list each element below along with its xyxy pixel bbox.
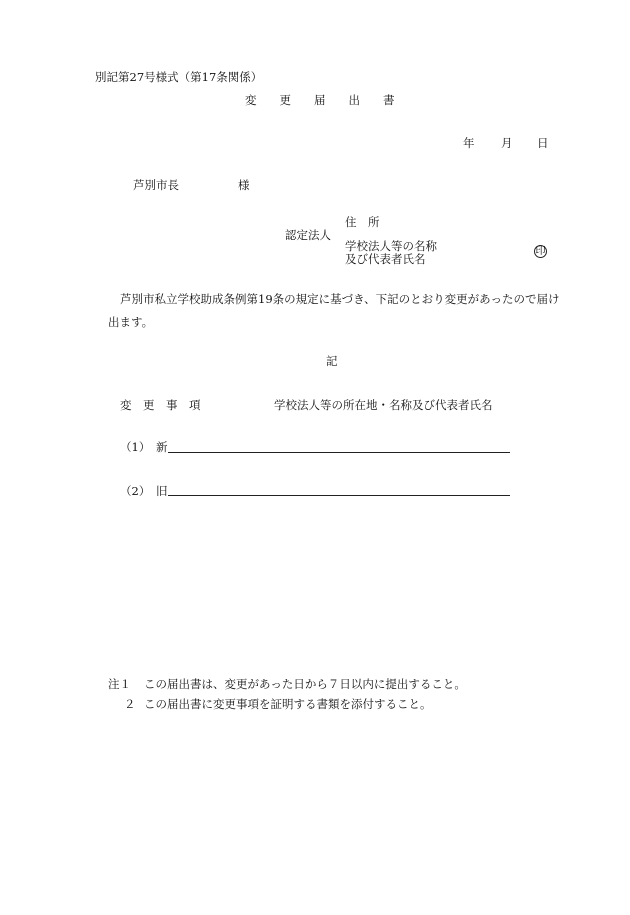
addressee-name: 芦別市長	[133, 178, 179, 192]
applicant-label: 認定法人	[285, 228, 331, 242]
note-2-text: この届出書に変更事項を証明する書類を添付すること。	[144, 697, 432, 711]
form-number: 別記第27号様式（第17条関係）	[95, 70, 263, 84]
date-day-label: 日	[537, 136, 549, 150]
entry-old-field[interactable]	[168, 495, 510, 496]
date-year-label: 年	[463, 136, 475, 150]
body-text-line2: 出ます。	[108, 315, 154, 329]
name-label-line2: 及び代表者氏名	[345, 252, 426, 266]
seal-mark: 印	[535, 246, 546, 257]
entry-new-label: 新	[156, 440, 168, 454]
change-item-label: 変 更 事 項	[120, 398, 201, 412]
date-month-label: 月	[501, 136, 513, 150]
address-label: 住 所	[345, 215, 380, 229]
name-label-line1: 学校法人等の名称	[345, 239, 437, 253]
addressee-honorific: 様	[238, 178, 250, 192]
change-item-value: 学校法人等の所在地・名称及び代表者氏名	[274, 398, 493, 412]
record-heading: 記	[326, 354, 338, 368]
document-title: 変 更 届 出 書	[245, 93, 395, 107]
note-1-text: この届出書は、変更があった日から７日以内に提出すること。	[144, 677, 466, 691]
entry-new-field[interactable]	[168, 452, 510, 453]
entry-new-number: （1）	[120, 440, 151, 454]
note-1-marker: 注１	[108, 677, 131, 691]
body-text-line1: 芦別市私立学校助成条例第19条の規定に基づき、下記のとおり変更があったので届け	[120, 292, 560, 306]
entry-old-number: （2）	[120, 484, 151, 498]
note-2-marker: ２	[124, 697, 136, 711]
entry-old-label: 旧	[156, 484, 168, 498]
